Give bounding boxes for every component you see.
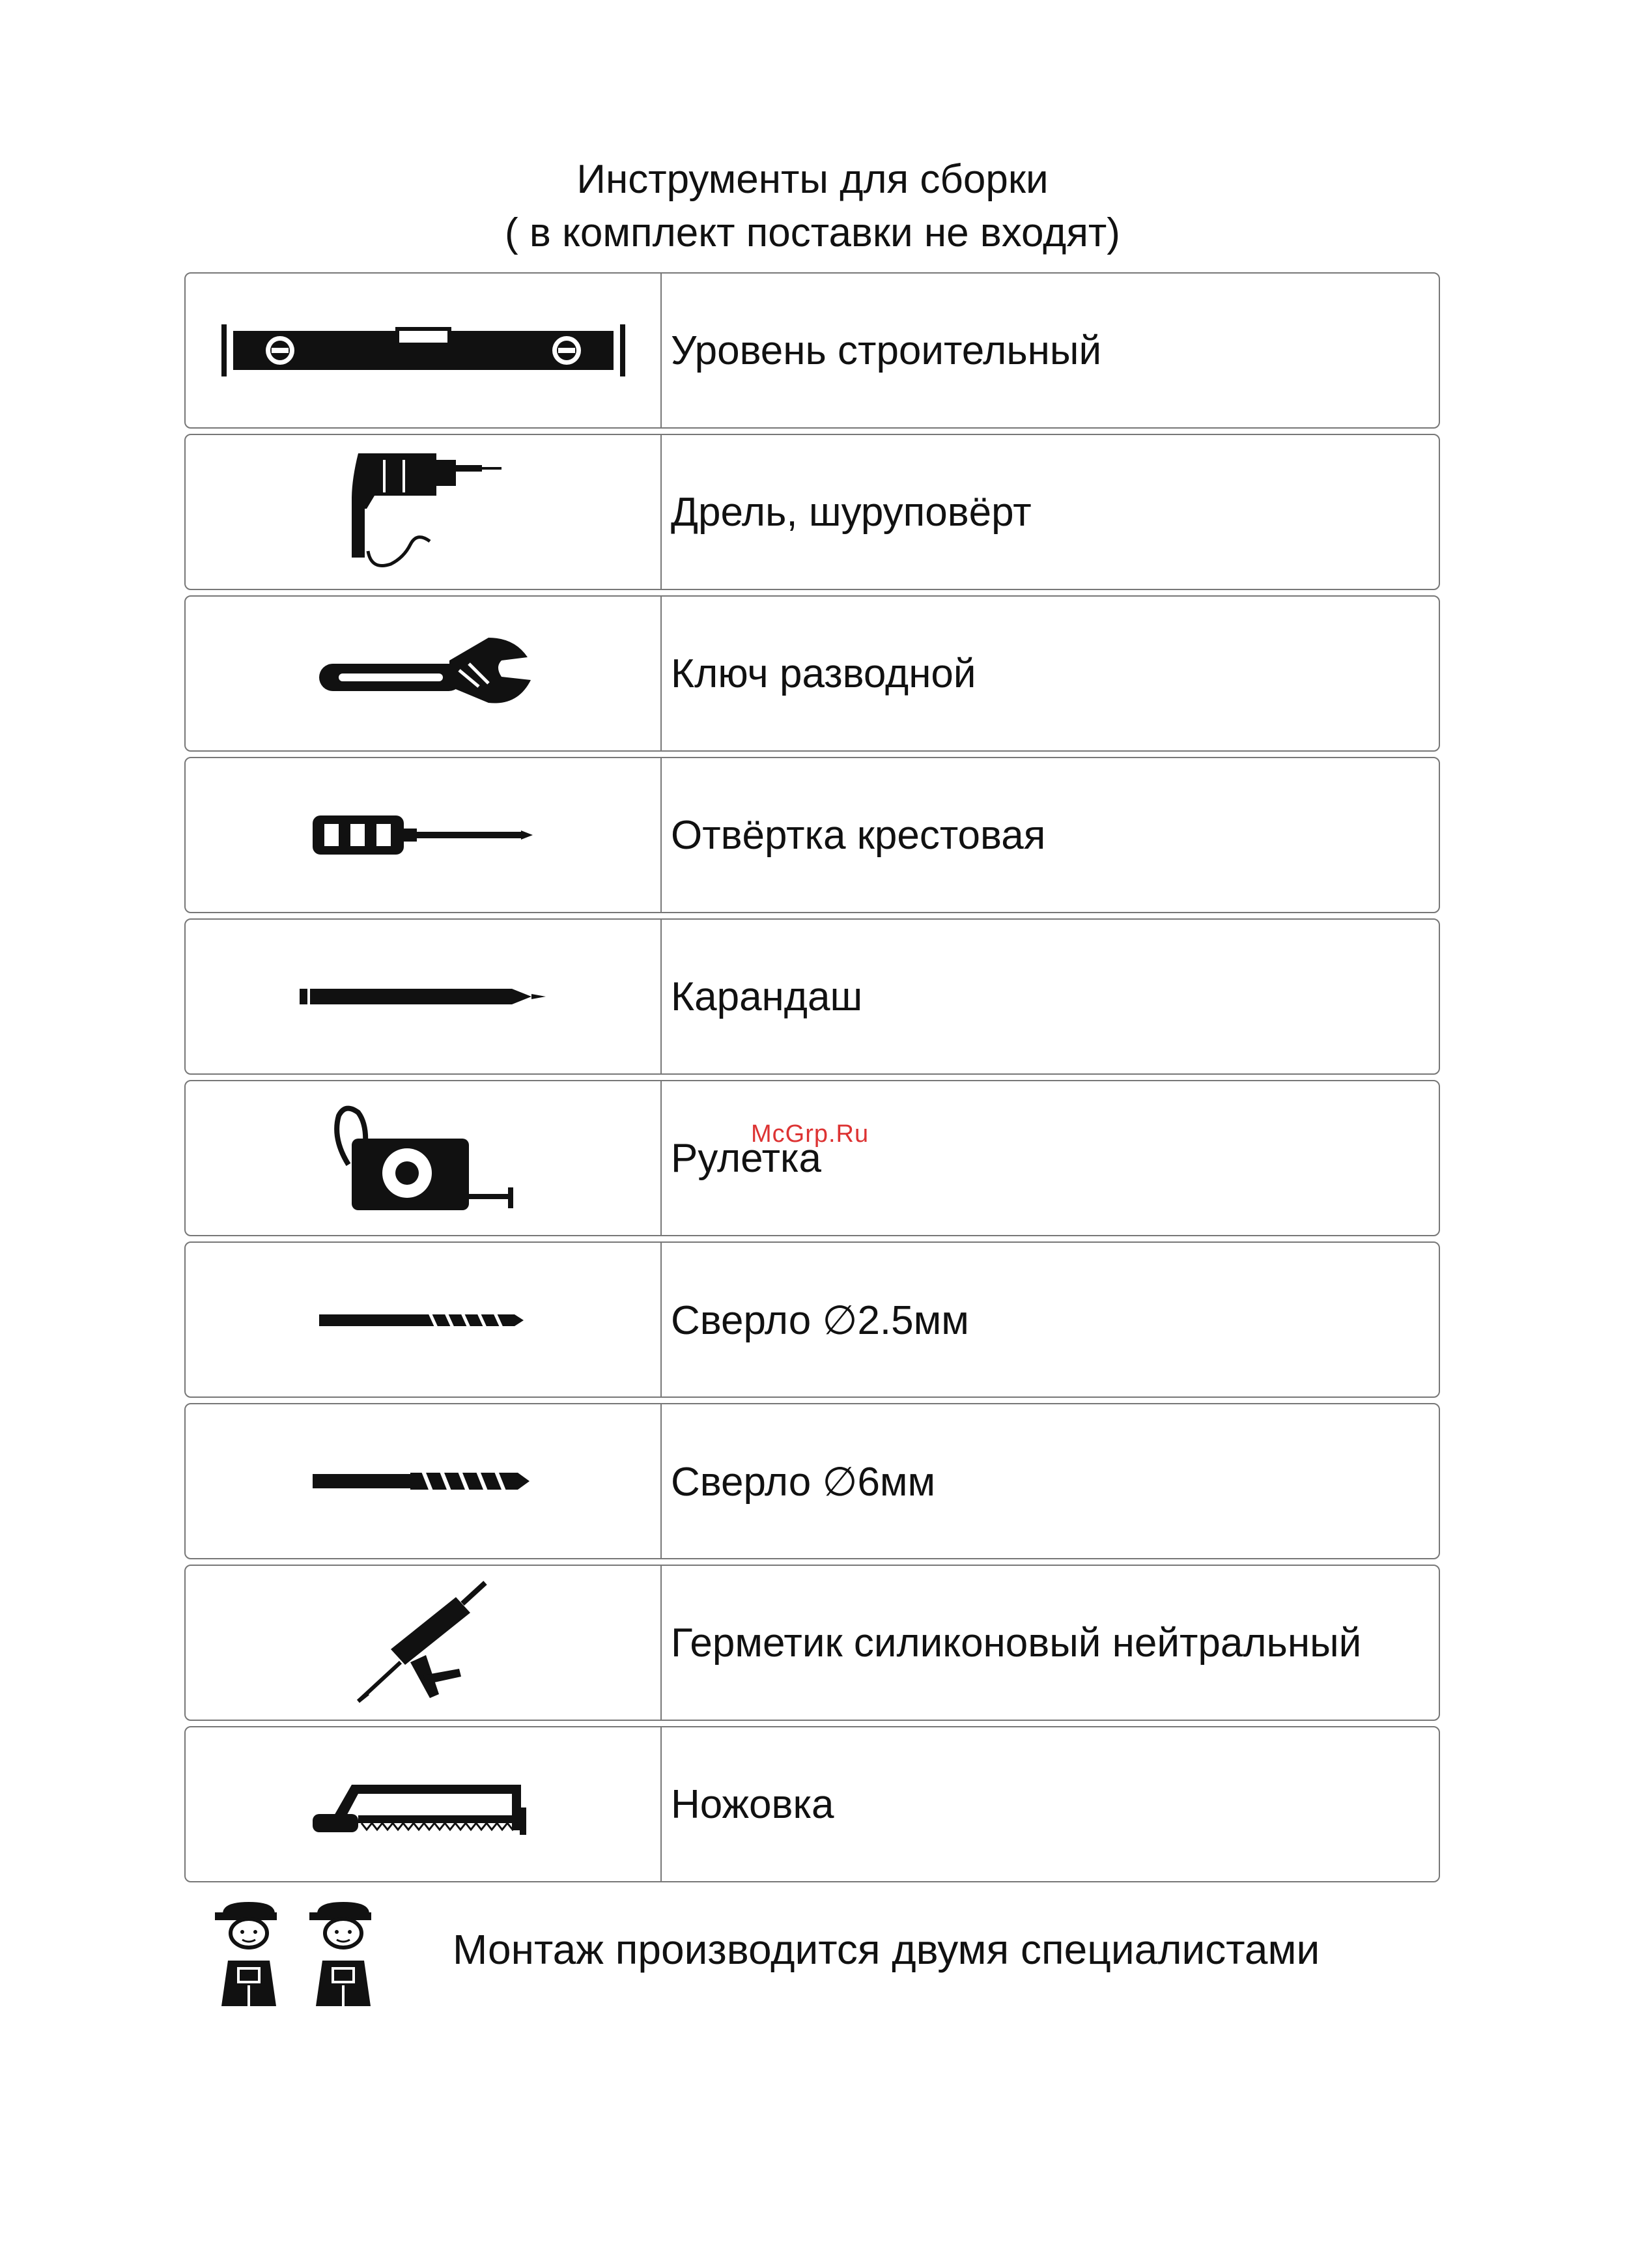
tool-row-screwdriver [184,757,1440,913]
footer-note [215,1902,1452,2006]
tool-label: Ножовка [671,1781,834,1827]
tool-row-level [184,272,1440,429]
tool-label: Дрель, шуруповёрт [671,489,1032,535]
tool-row-hacksaw [184,1726,1440,1882]
tool-row-pencil [184,918,1440,1075]
caulking-gun-icon [186,1566,660,1720]
drill-icon [186,435,660,589]
tool-label: Ключ разводной [671,651,976,696]
row-divider [660,274,662,427]
row-divider [660,1243,662,1396]
two-workers-icon [215,1902,404,2006]
drill-bit-icon [186,1404,660,1558]
tool-label: Отвёртка крестовая [671,812,1046,858]
spirit-level-icon [186,274,660,427]
tool-row-drill-bit-large [184,1403,1440,1559]
tool-label: Сверло ∅2.5мм [671,1297,969,1343]
page-subtitle: ( в комплект поставки не входят) [505,210,1120,255]
row-divider [660,435,662,589]
tool-row-sealant [184,1565,1440,1721]
page-title: Инструменты для сборки [576,157,1049,202]
tool-row-wrench [184,595,1440,752]
screwdriver-icon [186,758,660,912]
tool-label: Сверло ∅6мм [671,1459,936,1505]
row-divider [660,758,662,912]
tool-row-tape-measure [184,1080,1440,1236]
row-divider [660,1404,662,1558]
tool-row-drill-bit-small [184,1241,1440,1398]
adjustable-wrench-icon [186,597,660,750]
tool-label: Уровень строительный [671,328,1102,373]
row-divider [660,1727,662,1881]
row-divider [660,1081,662,1235]
hacksaw-icon [186,1727,660,1881]
footer-text: Монтаж производится двумя специалистами [453,1926,1320,1973]
tool-row-drill [184,434,1440,590]
row-divider [660,597,662,750]
tape-measure-icon [186,1081,660,1235]
tool-label: Карандаш [671,974,863,1019]
drill-bit-icon [186,1243,660,1396]
row-divider [660,1566,662,1720]
tool-label: Рулетка [671,1135,821,1181]
watermark: McGrp.Ru [751,1120,869,1148]
row-divider [660,920,662,1073]
tool-label: Герметик силиконовый нейтральный [671,1620,1362,1666]
pencil-icon [186,920,660,1073]
